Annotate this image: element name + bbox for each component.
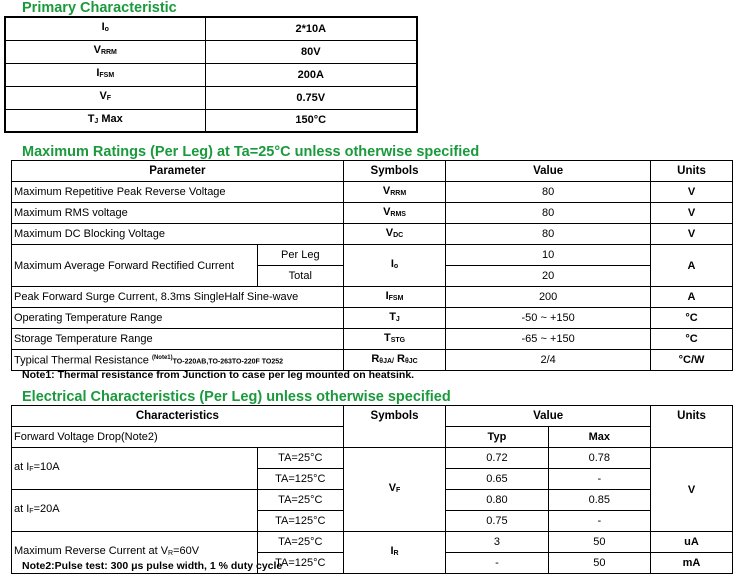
typ-cell: 3 <box>446 532 548 553</box>
typ-cell: - <box>446 553 548 574</box>
unit-cell: A <box>651 287 733 308</box>
primary-value: 80V <box>205 40 417 63</box>
table-row <box>12 287 733 308</box>
max-cell: 0.85 <box>548 490 650 511</box>
primary-table <box>4 16 418 133</box>
units-header: Units <box>651 406 733 448</box>
value-header: Value <box>446 406 651 427</box>
condition-cell: at $I_F=20A$ <box>12 490 258 532</box>
primary-value: 150°C <box>205 109 417 132</box>
temp-cell: TA=25°C <box>257 448 343 469</box>
electrical-title: Electrical Characteristics (Per Leg) unless otherwise specified <box>22 389 451 405</box>
primary-symbol: $V_F$ <box>5 86 205 109</box>
temp-cell: TA=125°C <box>257 469 343 490</box>
typ-cell: 0.75 <box>446 511 548 532</box>
sub-param-cell: Total <box>257 266 343 287</box>
max-cell: 50 <box>548 532 650 553</box>
value-cell: -65 ~ +150 <box>446 329 651 350</box>
table-row <box>12 245 733 266</box>
max-cell: 50 <box>548 553 650 574</box>
max-header: Max <box>548 427 650 448</box>
primary-value: 0.75V <box>205 86 417 109</box>
typ-cell: 0.80 <box>446 490 548 511</box>
electrical-table <box>11 405 733 574</box>
typ-cell: 0.72 <box>446 448 548 469</box>
value-header: Value <box>446 161 651 182</box>
temp-cell: TA=25°C <box>257 532 343 553</box>
max-cell: 0.78 <box>548 448 650 469</box>
table-row <box>12 308 733 329</box>
table-row <box>12 448 733 469</box>
symbols-header: Symbols <box>343 161 445 182</box>
symbol-cell: $V_{RRM}$ <box>343 182 445 203</box>
unit-cell: mA <box>651 553 733 574</box>
temp-cell: TA=125°C <box>257 511 343 532</box>
param-cell: Typical Thermal Resistance $^{(Note1)}$TO-220AB,TO-263TO-220F TO252 <box>12 350 344 371</box>
primary-row <box>5 17 417 40</box>
parameter-header: Parameter <box>12 161 344 182</box>
header-row <box>12 161 733 182</box>
value-cell: 200 <box>446 287 651 308</box>
param-cell: Maximum Repetitive Peak Reverse Voltage <box>12 182 344 203</box>
note1: Note1: Thermal resistance from Junction to case per leg mounted on heatsink. <box>22 369 415 381</box>
table-row <box>12 182 733 203</box>
primary-symbol: $T_J$ Max <box>5 109 205 132</box>
value-cell: 80 <box>446 182 651 203</box>
param-cell: Maximum RMS voltage <box>12 203 344 224</box>
table-row <box>12 329 733 350</box>
condition-cell: at $I_F=10A$ <box>12 448 258 490</box>
typ-cell: 0.65 <box>446 469 548 490</box>
table-row <box>12 532 733 553</box>
header-row <box>12 406 733 427</box>
symbol-cell: $I_{FSM}$ <box>343 287 445 308</box>
table-row <box>12 224 733 245</box>
max-cell: - <box>548 511 650 532</box>
symbol-cell: $I_o$ <box>343 245 445 287</box>
vf-unit: V <box>651 448 733 532</box>
sub-param-cell: Per Leg <box>257 245 343 266</box>
symbols-header: Symbols <box>343 406 445 448</box>
param-cell: Storage Temperature Range <box>12 329 344 350</box>
table-row <box>12 350 733 371</box>
unit-cell: uA <box>651 532 733 553</box>
temp-cell: TA=25°C <box>257 490 343 511</box>
max-ratings-title: Maximum Ratings (Per Leg) at Ta=25°C unless otherwise specified <box>22 144 480 160</box>
typ-header: Typ <box>446 427 548 448</box>
value-cell: 2/4 <box>446 350 651 371</box>
table-row <box>12 203 733 224</box>
value-cell: 10 <box>446 245 651 266</box>
symbol-cell: $T_J$ <box>343 308 445 329</box>
units-header: Units <box>651 161 733 182</box>
value-cell: -50 ~ +150 <box>446 308 651 329</box>
characteristics-header: Characteristics <box>12 406 344 427</box>
param-cell: Maximum Average Forward Rectified Current <box>12 245 258 287</box>
symbol-cell: $T_{STG}$ <box>343 329 445 350</box>
value-cell: 80 <box>446 224 651 245</box>
temp-cell: TA=125°C <box>257 553 343 574</box>
value-cell: 20 <box>446 266 651 287</box>
primary-row <box>5 109 417 132</box>
primary-row <box>5 40 417 63</box>
ir-symbol: $I_R$ <box>343 532 445 574</box>
unit-cell: V <box>651 182 733 203</box>
unit-cell: °C/W <box>651 350 733 371</box>
symbol-cell: $V_{RMS}$ <box>343 203 445 224</box>
unit-cell: V <box>651 203 733 224</box>
primary-row <box>5 86 417 109</box>
primary-row <box>5 63 417 86</box>
symbol-cell: $V_{DC}$ <box>343 224 445 245</box>
param-cell: Operating Temperature Range <box>12 308 344 329</box>
unit-cell: °C <box>651 329 733 350</box>
max-ratings-table <box>11 160 733 371</box>
unit-cell: V <box>651 224 733 245</box>
note2: Note2:Pulse test: 300 μs pulse width, 1 % duty cycle <box>22 560 283 572</box>
symbol-cell: $R_{\theta JA/}$ $R_{\theta JC}$ <box>343 350 445 371</box>
primary-symbol: $I_o$ <box>5 17 205 40</box>
max-cell: - <box>548 469 650 490</box>
primary-value: 200A <box>205 63 417 86</box>
primary-value: 2*10A <box>205 17 417 40</box>
condition-cell: Maximum Reverse Current at $V_R=60V$ <box>12 532 258 574</box>
primary-symbol: $I_{FSM}$ <box>5 63 205 86</box>
primary-title: Primary Characteristic <box>22 0 177 16</box>
param-cell: Peak Forward Surge Current, 8.3ms SingleHalf Sine-wave <box>12 287 344 308</box>
unit-cell: A <box>651 245 733 287</box>
unit-cell: °C <box>651 308 733 329</box>
primary-symbol: $V_{RRM}$ <box>5 40 205 63</box>
vf-label: Forward Voltage Drop(Note2) <box>12 427 344 448</box>
vf-symbol: $V_F$ <box>343 448 445 532</box>
param-cell: Maximum DC Blocking Voltage <box>12 224 344 245</box>
value-cell: 80 <box>446 203 651 224</box>
